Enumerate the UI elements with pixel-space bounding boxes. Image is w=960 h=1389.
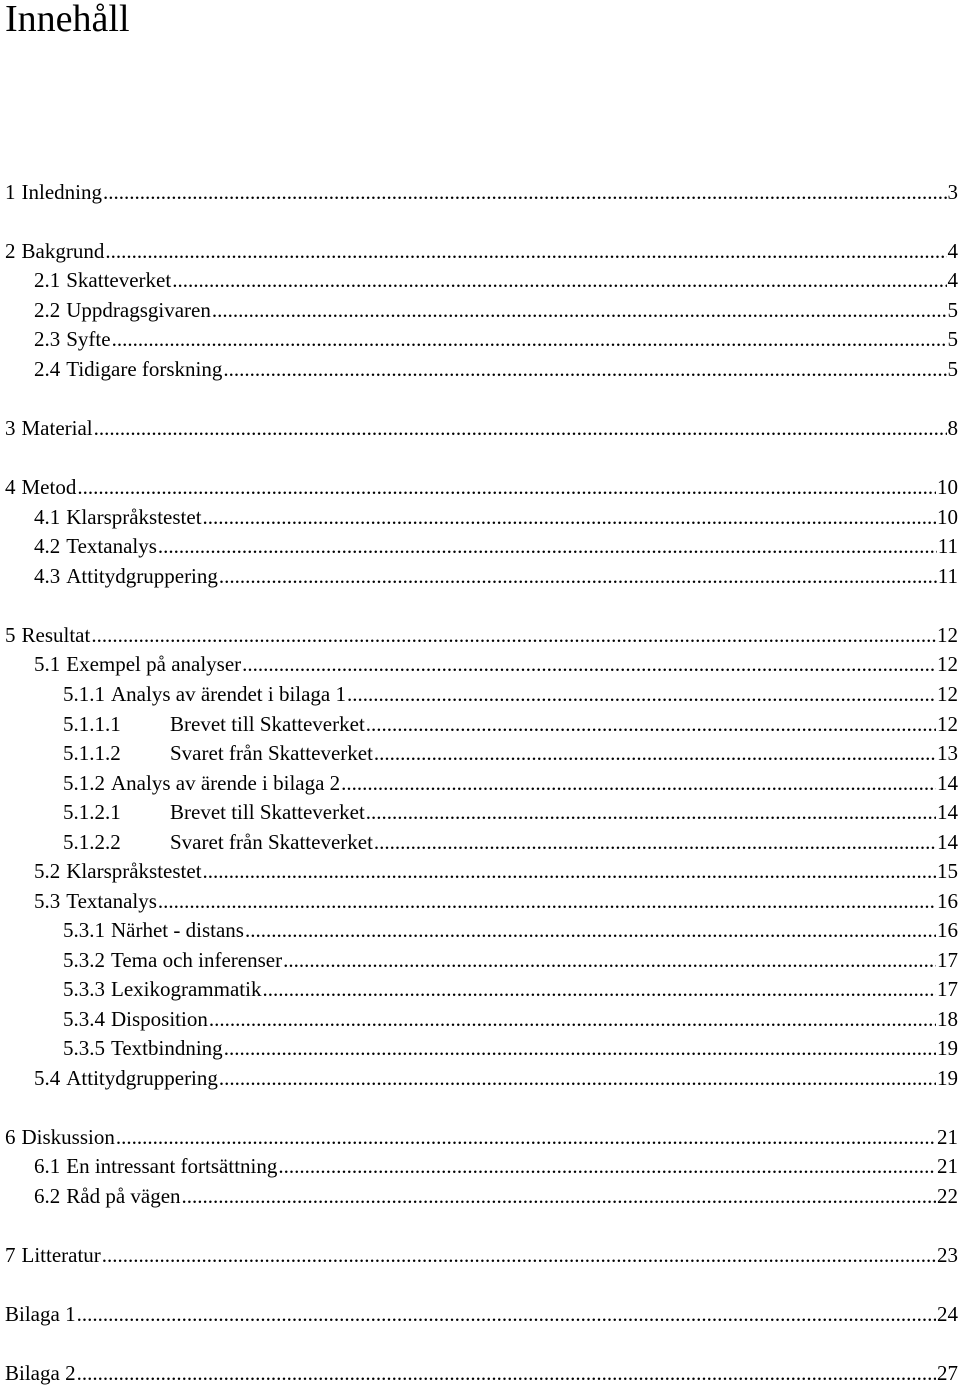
toc-entry-page: 21 (937, 1125, 958, 1149)
toc-entry-page: 10 (937, 475, 958, 499)
toc-entry-title: Lexikogrammatik (111, 977, 262, 1001)
toc-entry-page: 5 (947, 357, 958, 381)
toc-entry-number: 2.1 (34, 268, 61, 292)
toc-entry-number: 5.4 (34, 1066, 61, 1090)
dot-leader (278, 1152, 936, 1180)
toc-entry-title: Attitydgruppering (66, 1066, 218, 1090)
toc-entry-page: 12 (937, 623, 958, 647)
toc-entry-title: Analys av ärende i bilaga 2 (111, 771, 341, 795)
toc-entry-title: Tidigare forskning (66, 357, 223, 381)
dot-leader (172, 266, 946, 294)
toc-entry-title: Uppdragsgivaren (66, 298, 211, 322)
toc-entry[interactable] (34, 325, 958, 353)
toc-entry-page: 18 (937, 1007, 958, 1031)
toc-entry-page: 14 (937, 830, 958, 854)
toc-entry-title: Brevet till Skatteverket (170, 800, 365, 824)
toc-entry-page: 4 (947, 239, 958, 263)
page-title: Innehåll (5, 0, 130, 40)
toc-entry-title: Bilaga 1 (5, 1302, 76, 1326)
toc-entry[interactable] (34, 1152, 958, 1180)
toc-entry[interactable] (5, 1123, 958, 1151)
toc-entry-title: Inledning (21, 180, 102, 204)
dot-leader (77, 1359, 936, 1387)
toc-entry-page: 10 (937, 505, 958, 529)
toc-entry[interactable] (34, 857, 958, 885)
toc-entry-page: 19 (937, 1036, 958, 1060)
dot-leader (366, 710, 936, 738)
toc-entry-title: Metod (21, 475, 77, 499)
toc-entry-title: Analys av ärendet i bilaga 1 (111, 682, 346, 706)
toc-entry-title: Brevet till Skatteverket (170, 712, 365, 736)
toc-entry[interactable] (63, 769, 958, 797)
toc-entry-title: Bilaga 2 (5, 1361, 76, 1385)
toc-entry[interactable] (5, 621, 958, 649)
toc-entry-title: Textanalys (66, 534, 157, 558)
toc-entry[interactable] (63, 710, 958, 738)
toc-entry-number: 5.1.1 (63, 682, 105, 706)
toc-entry[interactable] (5, 237, 958, 265)
toc-entry-number: 5.1.1.2 (63, 741, 121, 765)
toc-entry-title: Litteratur (21, 1243, 101, 1267)
toc-entry-number: 5.1.2.2 (63, 830, 121, 854)
toc-entry-number: 5.1.2 (63, 771, 105, 795)
dot-leader (341, 769, 936, 797)
dot-leader (103, 178, 947, 206)
dot-leader (209, 1005, 936, 1033)
toc-entry-number: 4.2 (34, 534, 61, 558)
toc-entry-number: 6 (5, 1125, 16, 1149)
dot-leader (374, 828, 936, 856)
dot-leader (105, 237, 946, 265)
toc-entry-title: Klarspråkstestet (66, 859, 202, 883)
toc-entry-number: 2.4 (34, 357, 61, 381)
dot-leader (94, 414, 947, 442)
toc-entry[interactable] (34, 503, 958, 531)
toc-entry[interactable] (63, 946, 958, 974)
toc-entry-number: 5.1.1.1 (63, 712, 121, 736)
toc-entry-number: 5.3.1 (63, 918, 105, 942)
toc-entry[interactable] (34, 1064, 958, 1092)
toc-entry-page: 8 (947, 416, 958, 440)
toc-entry[interactable] (63, 828, 958, 856)
toc-entry-page: 21 (937, 1154, 958, 1178)
toc-entry-page: 5 (947, 327, 958, 351)
toc-entry[interactable] (5, 178, 958, 206)
toc-entry-number: 4.1 (34, 505, 61, 529)
toc-entry[interactable] (63, 739, 958, 767)
toc-entry-page: 19 (937, 1066, 958, 1090)
toc-entry-page: 17 (937, 948, 958, 972)
toc-entry-page: 14 (937, 800, 958, 824)
toc-entry-page: 5 (947, 298, 958, 322)
toc-entry-number: 5 (5, 623, 16, 647)
toc-entry-number: 2.3 (34, 327, 61, 351)
toc-entry-title: Disposition (111, 1007, 208, 1031)
toc-entry-page: 16 (937, 889, 958, 913)
toc-entry-title: Exempel på analyser (66, 652, 242, 676)
toc-entry[interactable] (63, 975, 958, 1003)
toc-entry-number: 5.1.2.1 (63, 800, 121, 824)
toc-entry-number: 5.1 (34, 652, 61, 676)
toc-entry-number: 1 (5, 180, 16, 204)
toc-entry-title: Närhet - distans (111, 918, 244, 942)
toc-entry-number: 2.2 (34, 298, 61, 322)
dot-leader (203, 503, 936, 531)
toc-entry-number: 4 (5, 475, 16, 499)
toc-entry[interactable] (34, 532, 958, 560)
toc-entry[interactable] (63, 798, 958, 826)
toc-entry-number: 5.3.3 (63, 977, 105, 1001)
dot-leader (212, 296, 947, 324)
dot-leader (366, 798, 936, 826)
toc-entry-title: Textanalys (66, 889, 157, 913)
toc-entry-number: 7 (5, 1243, 16, 1267)
toc-entry[interactable] (63, 1005, 958, 1033)
toc-entry-number: 5.3 (34, 889, 61, 913)
toc-entry-number: 5.3.4 (63, 1007, 105, 1031)
toc-entry-number: 4.3 (34, 564, 61, 588)
toc-entry[interactable] (63, 1034, 958, 1062)
toc-entry-title: Tema och inferenser (111, 948, 283, 972)
dot-leader (158, 532, 937, 560)
toc-entry[interactable] (5, 1300, 958, 1328)
toc-entry-title: Attitydgruppering (66, 564, 218, 588)
toc-entry-page: 14 (937, 771, 958, 795)
toc-entry[interactable] (5, 1241, 958, 1269)
toc-entry-title: Råd på vägen (66, 1184, 181, 1208)
toc-entry-title: Syfte (66, 327, 111, 351)
toc-entry[interactable] (34, 887, 958, 915)
toc-entry[interactable] (5, 414, 958, 442)
toc-entry[interactable] (5, 1359, 958, 1387)
dot-leader (112, 325, 947, 353)
dot-leader (203, 857, 936, 885)
toc-entry-title: Klarspråkstestet (66, 505, 202, 529)
toc-entry-page: 3 (947, 180, 958, 204)
toc-entry-title: Resultat (21, 623, 91, 647)
toc-entry-title: Diskussion (21, 1125, 115, 1149)
toc-entry-page: 11 (937, 564, 958, 588)
toc-entry-title: Material (21, 416, 93, 440)
dot-leader (374, 739, 936, 767)
dot-leader (158, 887, 936, 915)
dot-leader (102, 1241, 936, 1269)
toc-entry-page: 13 (937, 741, 958, 765)
dot-leader (223, 355, 946, 383)
toc-entry[interactable] (34, 1182, 958, 1210)
toc-entry-title: Skatteverket (66, 268, 172, 292)
dot-leader (219, 562, 937, 590)
toc-entry-page: 15 (937, 859, 958, 883)
toc-entry-title: Svaret från Skatteverket (170, 830, 373, 854)
dot-leader (116, 1123, 936, 1151)
toc-entry-number: 5.3.5 (63, 1036, 105, 1060)
toc-entry[interactable] (34, 296, 958, 324)
dot-leader (242, 650, 936, 678)
toc-entry-title: Textbindning (111, 1036, 223, 1060)
dot-leader (347, 680, 936, 708)
toc-entry[interactable] (34, 562, 958, 590)
toc-entry-page: 16 (937, 918, 958, 942)
toc-entry-title: En intressant fortsättning (66, 1154, 278, 1178)
toc-entry-page: 22 (937, 1184, 958, 1208)
toc-entry[interactable] (34, 266, 958, 294)
toc-entry-number: 2 (5, 239, 16, 263)
toc-entry-title: Svaret från Skatteverket (170, 741, 373, 765)
toc-entry[interactable] (5, 473, 958, 501)
toc-entry-number: 5.2 (34, 859, 61, 883)
toc-entry-page: 17 (937, 977, 958, 1001)
dot-leader (262, 975, 936, 1003)
toc-entry[interactable] (63, 680, 958, 708)
dot-leader (283, 946, 936, 974)
toc-entry[interactable] (34, 650, 958, 678)
dot-leader (224, 1034, 936, 1062)
toc-entry-page: 4 (947, 268, 958, 292)
toc-entry-page: 12 (937, 682, 958, 706)
toc-entry-number: 3 (5, 416, 16, 440)
toc-entry-number: 6.2 (34, 1184, 61, 1208)
toc-entry-page: 12 (937, 652, 958, 676)
toc-entry-number: 6.1 (34, 1154, 61, 1178)
toc-entry-page: 27 (937, 1361, 958, 1385)
dot-leader (77, 1300, 936, 1328)
dot-leader (91, 621, 936, 649)
dot-leader (219, 1064, 936, 1092)
toc-entry[interactable] (63, 916, 958, 944)
toc-entry[interactable] (34, 355, 958, 383)
toc-entry-page: 11 (937, 534, 958, 558)
dot-leader (77, 473, 936, 501)
dot-leader (245, 916, 936, 944)
dot-leader (182, 1182, 936, 1210)
toc-entry-title: Bakgrund (21, 239, 105, 263)
toc-entry-number: 5.3.2 (63, 948, 105, 972)
toc-entry-page: 23 (937, 1243, 958, 1267)
toc-entry-page: 12 (937, 712, 958, 736)
toc-entry-page: 24 (937, 1302, 958, 1326)
